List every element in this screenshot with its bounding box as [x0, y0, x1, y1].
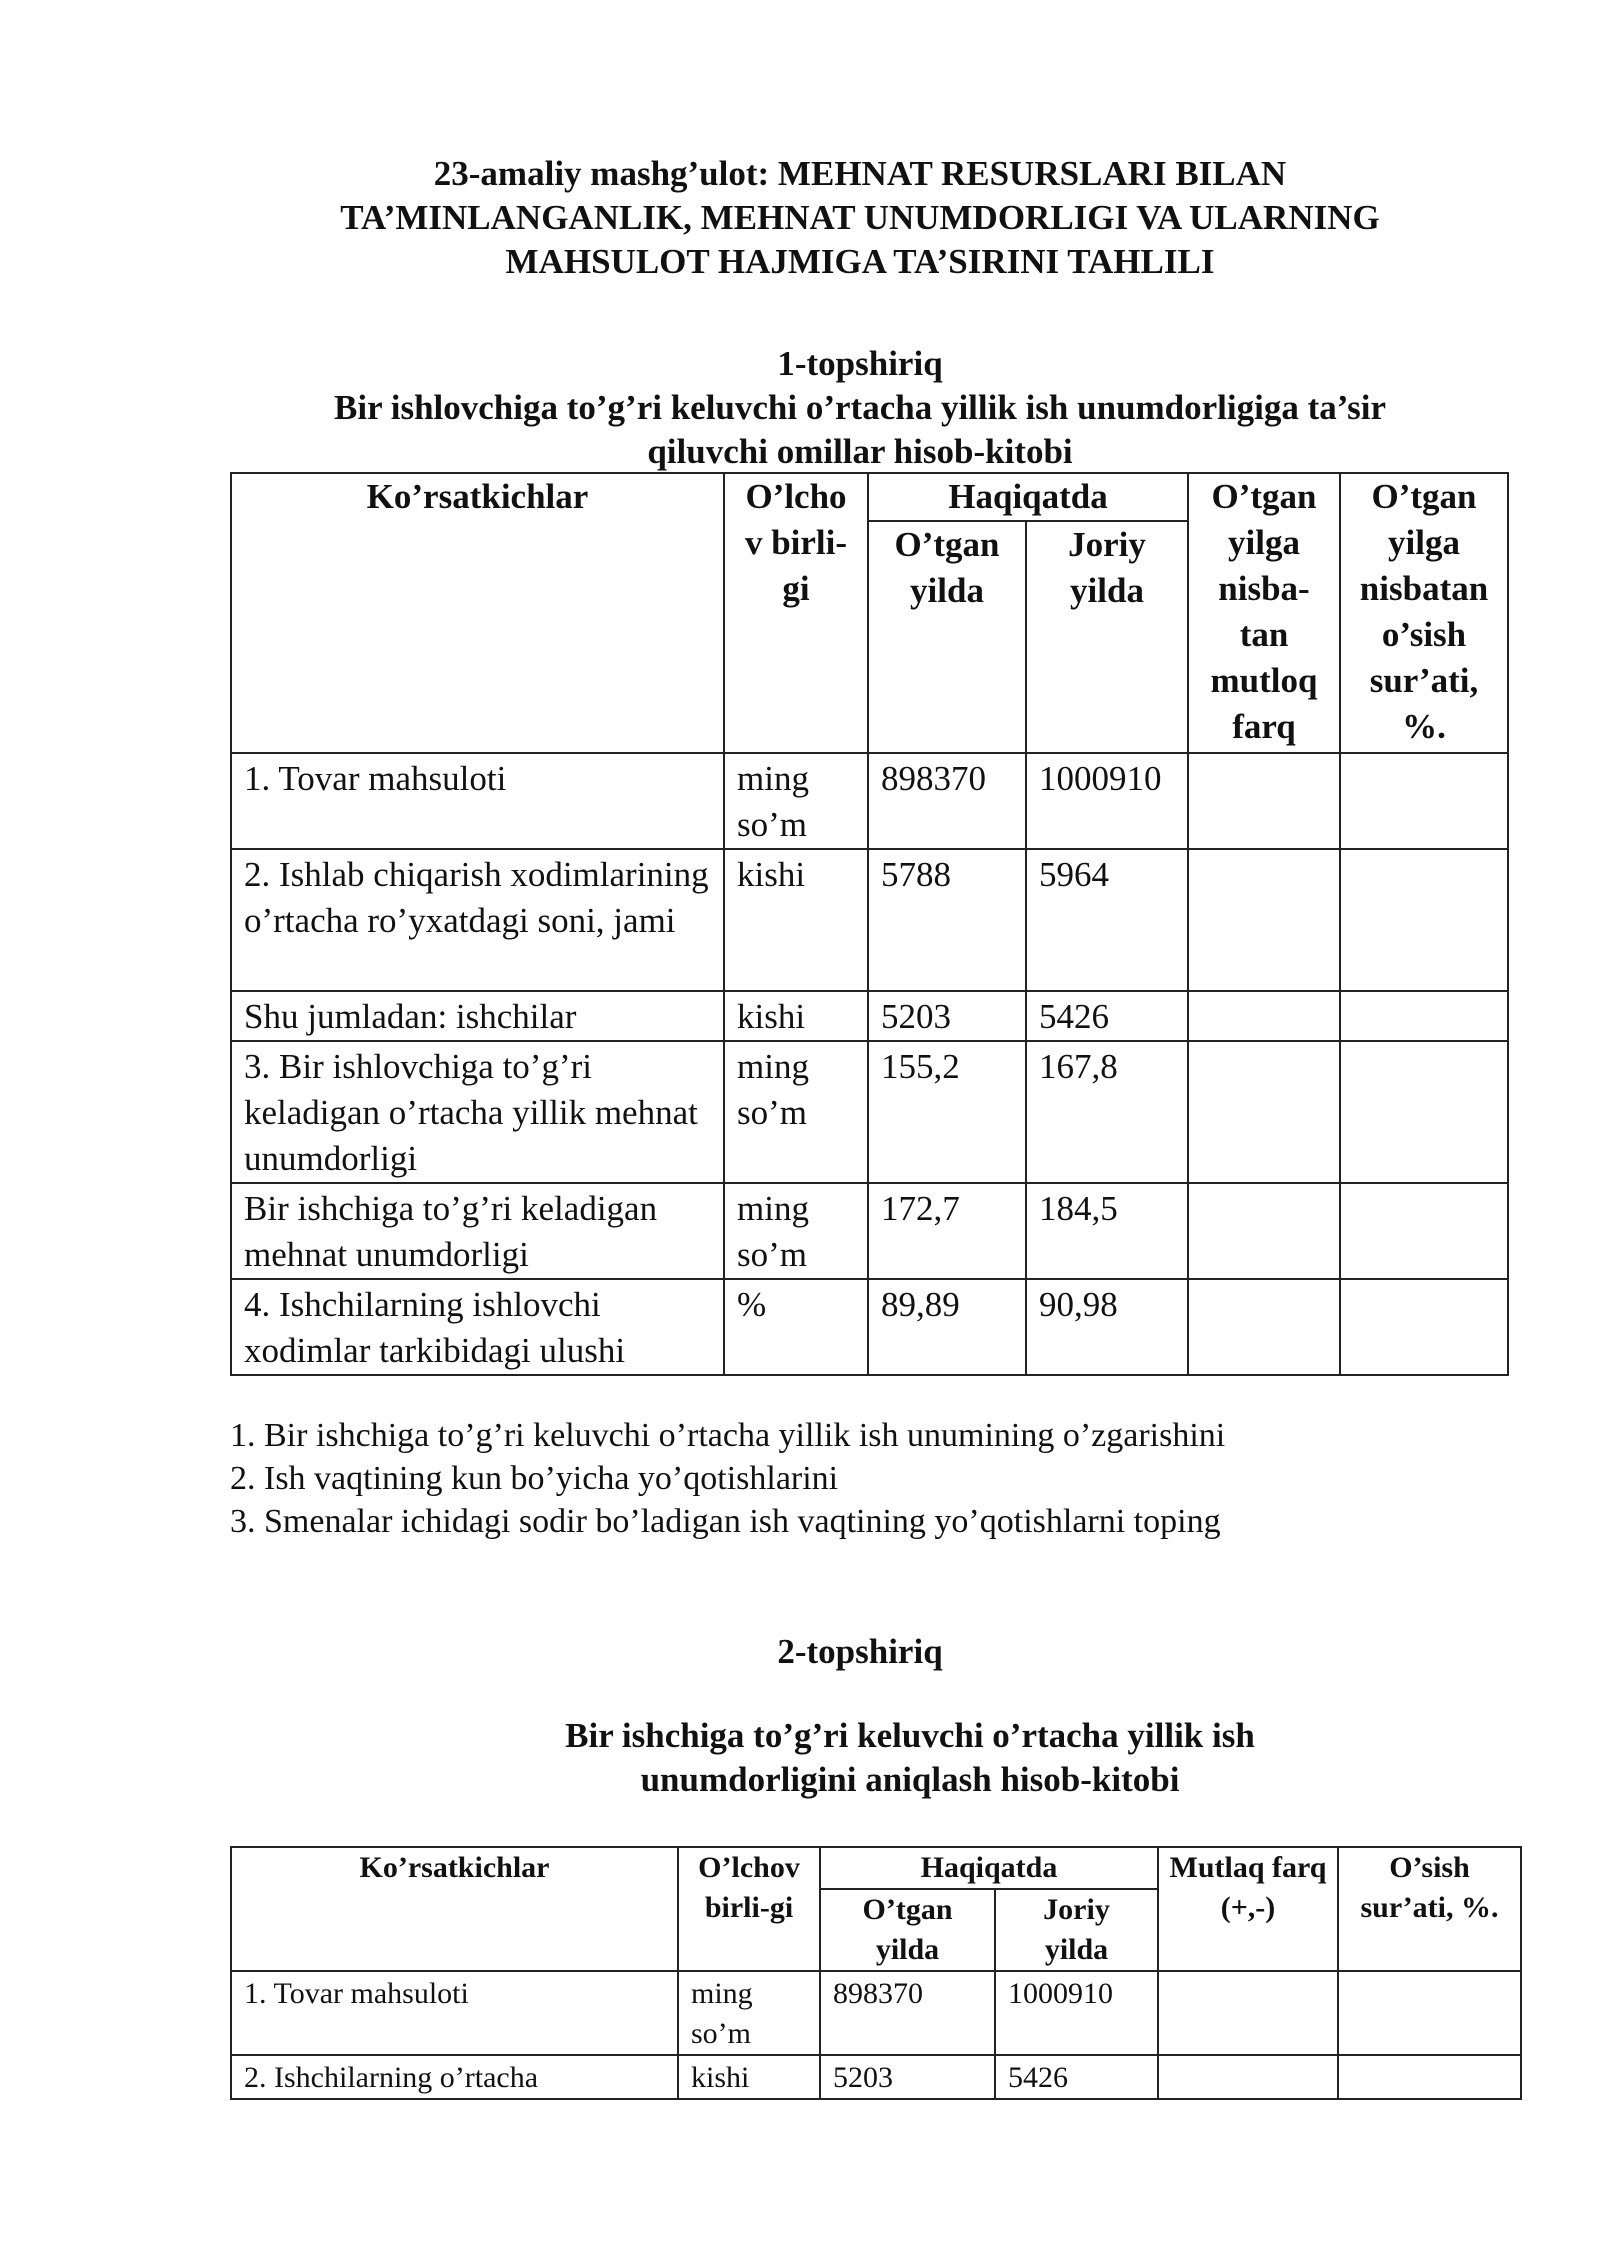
header-current-year: Joriy yilda: [1026, 521, 1188, 753]
task2-heading-line-2: unumdorligini aniqlash hisob-kitobi: [640, 1760, 1180, 1799]
header-growth-rate: O’sish sur’ati, %.: [1338, 1847, 1521, 1971]
task2-heading: [500, 1714, 1320, 1802]
header-actual: Haqiqatda: [868, 473, 1188, 521]
page-title: [230, 152, 1490, 284]
task1-table: [230, 472, 1509, 1376]
task1-heading-line-2: qiluvchi omillar hisob-kitobi: [647, 432, 1073, 471]
header-previous-year: O’tgan yilda: [820, 1889, 995, 1971]
table-row: 4. Ishchilarning ishlovchi xodimlar tarkibidagi ulushi % 89,89 90,98: [231, 1279, 1508, 1375]
table-row: 1. Tovar mahsuloti ming so’m 898370 1000910: [231, 753, 1508, 849]
task2-table: [230, 1846, 1522, 2100]
title-line-2: TA’MINLANGANLIK, MEHNAT UNUMDORLIGI VA ULARNING: [340, 198, 1380, 237]
header-indicators: Ko’rsatkichlar: [231, 1847, 678, 1971]
table-row: 2. Ishlab chiqarish xodimlarining o’rtacha ro’yxatdagi soni, jami kishi 5788 5964: [231, 849, 1508, 991]
task1-label: 1-topshiriq: [777, 344, 943, 383]
table-row: Bir ishchiga to’g’ri keladigan mehnat unumdorligi ming so’m 172,7 184,5: [231, 1183, 1508, 1279]
table-row: Shu jumladan: ishchilar kishi 5203 5426: [231, 991, 1508, 1041]
header-indicators: Ko’rsatkichlar: [231, 473, 724, 753]
header-absolute-diff: Mutlaq farq (+,-): [1158, 1847, 1338, 1971]
header-absolute-diff: O’tgan yilga nisba- tan mutloq farq: [1188, 473, 1340, 753]
instruction-item: 2. Ish vaqtining kun bo’yicha yo’qotishlarini: [230, 1460, 839, 1497]
table-row: 2. Ishchilarning o’rtacha kishi 5203 5426: [231, 2055, 1521, 2099]
task1-instructions: [230, 1414, 1530, 1543]
instruction-item: 3. Smenalar ichidagi sodir bo’ladigan ish vaqtining yo’qotishlarni toping: [230, 1503, 1221, 1540]
header-growth-rate: O’tgan yilga nisbatan o’sish sur’ati, %.: [1340, 473, 1508, 753]
header-unit: O’lcho v birli- gi: [724, 473, 868, 753]
task1-heading: [230, 342, 1490, 474]
title-line-3: MAHSULOT HAJMIGA TA’SIRINI TAHLILI: [505, 242, 1215, 281]
task2-label: 2-topshiriq: [777, 1632, 943, 1671]
instruction-item: 1. Bir ishchiga to’g’ri keluvchi o’rtacha yillik ish unumining o’zgarishini: [230, 1417, 1226, 1454]
title-line-1: 23-amaliy mashg’ulot: MEHNAT RESURSLARI BILAN: [433, 154, 1287, 193]
header-previous-year: O’tgan yilda: [868, 521, 1026, 753]
table-row: 1. Tovar mahsuloti ming so’m 898370 1000910: [231, 1971, 1521, 2055]
table-row: 3. Bir ishlovchiga to’g’ri keladigan o’rtacha yillik mehnat unumdorligi ming so’m 155,2 167,8: [231, 1041, 1508, 1183]
header-current-year: Joriy yilda: [995, 1889, 1158, 1971]
header-actual: Haqiqatda: [820, 1847, 1158, 1889]
header-unit: O’lchov birli-gi: [678, 1847, 820, 1971]
task1-heading-line-1: Bir ishlovchiga to’g’ri keluvchi o’rtacha yillik ish unumdorligiga ta’sir: [334, 388, 1386, 427]
task2-heading-line-1: Bir ishchiga to’g’ri keluvchi o’rtacha yillik ish: [565, 1716, 1255, 1755]
